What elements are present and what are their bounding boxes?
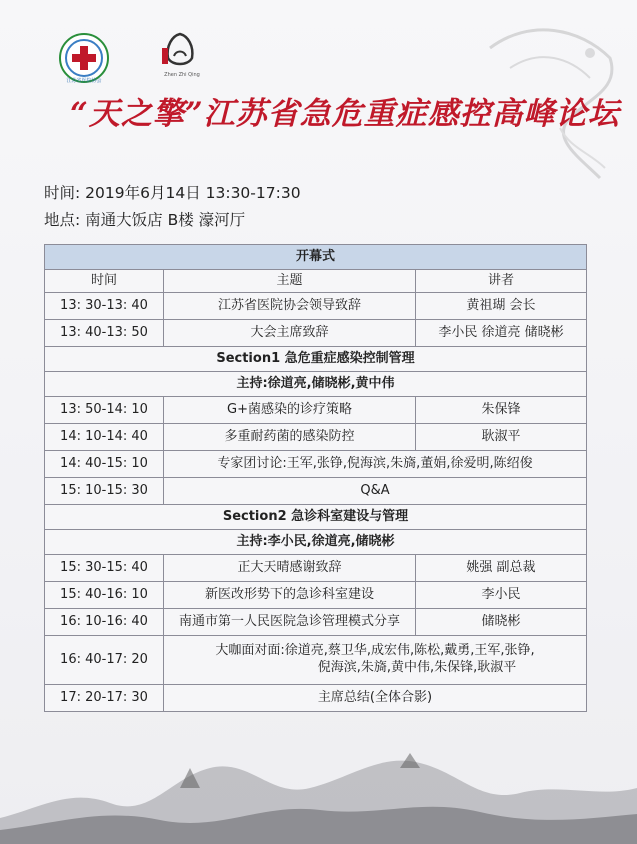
qa-text: Q&A xyxy=(164,478,587,505)
panel-row xyxy=(45,636,587,685)
table-row xyxy=(45,555,587,582)
hospital-association-logo-text: 江苏省医院协会 xyxy=(66,78,102,84)
section1-host: 主持:徐道亮,储晓彬,黄中伟 xyxy=(45,372,587,397)
row-time: 15: 10-15: 30 xyxy=(45,478,164,505)
section2-title-row xyxy=(45,505,587,530)
qa-row xyxy=(45,478,587,505)
section2-title: Section2 急诊科室建设与管理 xyxy=(45,505,587,530)
column-header-row xyxy=(45,270,587,293)
row-time: 13: 30-13: 40 xyxy=(45,293,164,320)
row-speaker: 朱保锋 xyxy=(416,397,587,424)
table-row xyxy=(45,582,587,609)
header-topic: 主题 xyxy=(164,270,416,293)
section1-title: Section1 急危重症感染控制管理 xyxy=(45,347,587,372)
ink-mountain-illustration xyxy=(0,748,637,844)
panel-line-2: 倪海滨,朱旖,黄中伟,朱保锋,耿淑平 xyxy=(317,660,517,675)
row-time: 14: 10-14: 40 xyxy=(45,424,164,451)
closing-row xyxy=(45,685,587,712)
row-time: 16: 10-16: 40 xyxy=(45,609,164,636)
page-title: “天之擎”江苏省急危重症感控高峰论坛 xyxy=(70,96,620,132)
section1-title-row xyxy=(45,347,587,372)
row-speaker: 李小民 xyxy=(416,582,587,609)
discussion-row xyxy=(45,451,587,478)
table-row xyxy=(45,397,587,424)
row-time: 16: 40-17: 20 xyxy=(45,636,164,685)
event-time xyxy=(44,181,301,203)
panel-line-1: 大咖面对面:徐道亮,蔡卫华,成宏伟,陈松,戴勇,王军,张铮, xyxy=(215,643,535,659)
table-row xyxy=(45,293,587,320)
row-time: 15: 30-15: 40 xyxy=(45,555,164,582)
row-time: 13: 50-14: 10 xyxy=(45,397,164,424)
row-speaker: 耿淑平 xyxy=(416,424,587,451)
closing-text: 主席总结(全体合影) xyxy=(164,685,587,712)
row-topic: 正大天晴感谢致辞 xyxy=(164,555,416,582)
location-value: 南通大饭店 B楼 濠河厅 xyxy=(85,211,246,229)
panel-text xyxy=(164,636,587,685)
logo-group xyxy=(58,28,218,88)
row-time: 14: 40-15: 10 xyxy=(45,451,164,478)
opening-header-row xyxy=(45,245,587,270)
section2-host-row xyxy=(45,530,587,555)
row-topic: G+菌感染的诊疗策略 xyxy=(164,397,416,424)
location-label: 地点: xyxy=(44,211,81,229)
row-topic: 江苏省医院协会领导致辞 xyxy=(164,293,416,320)
hospital-association-logo xyxy=(58,32,110,84)
header-time: 时间 xyxy=(45,270,164,293)
section1-host-row xyxy=(45,372,587,397)
tianzhiqing-logo-text: Zhen Zhi Qing xyxy=(164,72,200,78)
table-row xyxy=(45,424,587,451)
discussion-text: 专家团讨论:王军,张铮,倪海滨,朱旖,董娟,徐爱明,陈绍俊 xyxy=(164,451,587,478)
row-speaker: 储晓彬 xyxy=(416,609,587,636)
table-row xyxy=(45,320,587,347)
opening-header: 开幕式 xyxy=(45,245,587,270)
row-speaker: 黄祖瑚 会长 xyxy=(416,293,587,320)
row-topic: 多重耐药菌的感染防控 xyxy=(164,424,416,451)
tianzhiqing-logo xyxy=(158,28,202,80)
section2-host: 主持:李小民,徐道亮,储晓彬 xyxy=(45,530,587,555)
row-speaker: 李小民 徐道亮 储晓彬 xyxy=(416,320,587,347)
time-value: 2019年6月14日 13:30-17:30 xyxy=(85,184,301,202)
row-time: 15: 40-16: 10 xyxy=(45,582,164,609)
header-speaker: 讲者 xyxy=(416,270,587,293)
row-time: 17: 20-17: 30 xyxy=(45,685,164,712)
row-speaker: 姚强 副总裁 xyxy=(416,555,587,582)
table-row xyxy=(45,609,587,636)
schedule-table xyxy=(44,244,587,712)
row-topic: 大会主席致辞 xyxy=(164,320,416,347)
row-topic: 新医改形势下的急诊科室建设 xyxy=(164,582,416,609)
row-topic: 南通市第一人民医院急诊管理模式分享 xyxy=(164,609,416,636)
event-location xyxy=(44,208,245,230)
row-time: 13: 40-13: 50 xyxy=(45,320,164,347)
time-label: 时间: xyxy=(44,184,81,202)
